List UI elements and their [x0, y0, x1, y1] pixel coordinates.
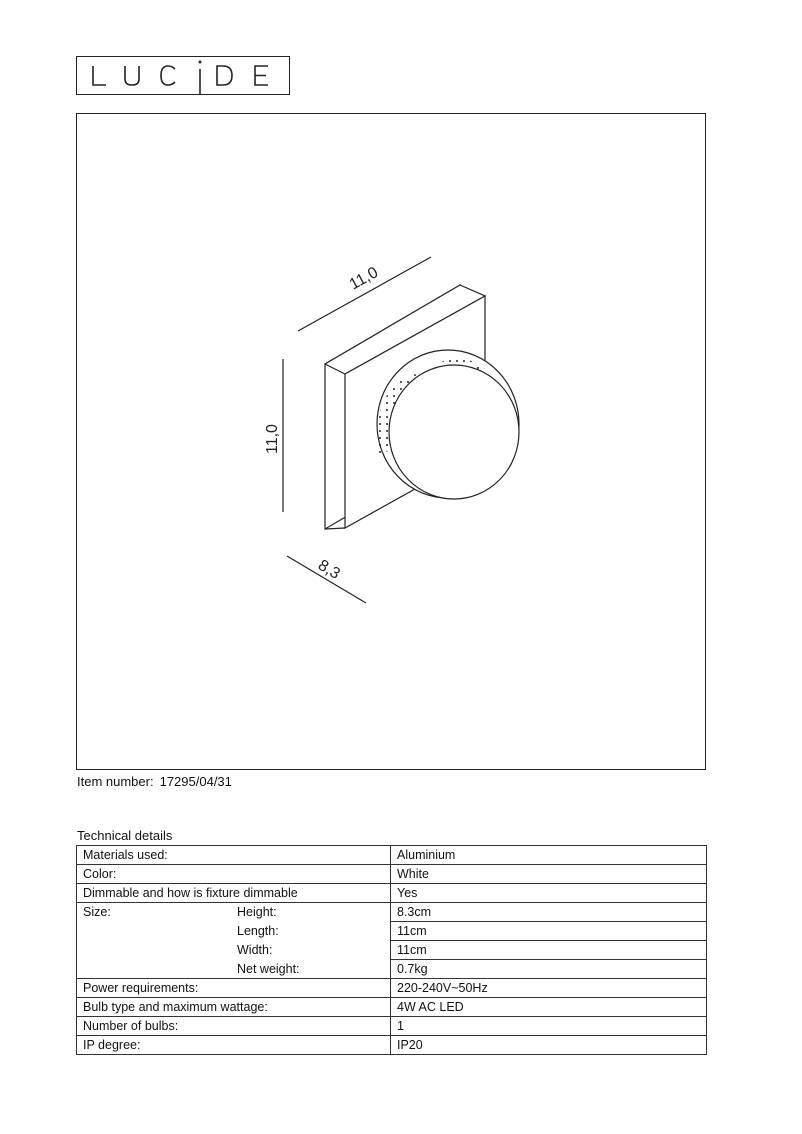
table-row: [77, 903, 707, 922]
row-value: Yes: [391, 884, 707, 903]
table-row: [77, 998, 707, 1017]
row-label: Number of bulbs:: [77, 1017, 391, 1036]
row-sublabel: Height:: [237, 905, 277, 919]
item-number: [77, 773, 232, 791]
row-label: Materials used:: [77, 846, 391, 865]
row-value: IP20: [391, 1036, 707, 1055]
row-sublabel: Width:: [237, 942, 273, 957]
row-value: 1: [391, 1017, 707, 1036]
technical-details-table: [76, 845, 707, 1055]
technical-drawing: [77, 114, 707, 771]
row-value: White: [391, 865, 707, 884]
dim-label-length: 11,0: [346, 264, 382, 294]
table-row: [77, 884, 707, 903]
item-number-label: Item number:: [77, 774, 154, 789]
table-row: [77, 960, 707, 979]
dim-label-height: 11,0: [264, 424, 281, 454]
table-row: [77, 941, 707, 960]
technical-details-heading: Technical details: [77, 828, 173, 843]
row-sublabel: Net weight:: [237, 961, 300, 976]
row-value: Aluminium: [391, 846, 707, 865]
table-row: [77, 846, 707, 865]
row-label: IP degree:: [77, 1036, 391, 1055]
row-value: 11cm: [391, 922, 707, 941]
row-label: Size:: [83, 905, 111, 920]
table-row: [77, 979, 707, 998]
dome-front: [389, 365, 519, 499]
row-label: Color:: [77, 865, 391, 884]
row-value: 8.3cm: [391, 903, 707, 922]
row-value: 220-240V~50Hz: [391, 979, 707, 998]
item-number-value: 17295/04/31: [159, 774, 232, 789]
row-sublabel: Length:: [237, 923, 279, 938]
table-row: [77, 1017, 707, 1036]
lucide-logo: [76, 56, 290, 95]
row-label: Dimmable and how is fixture dimmable: [77, 884, 391, 903]
row-label: Bulb type and maximum wattage:: [77, 998, 391, 1017]
row-label: Power requirements:: [77, 979, 391, 998]
drawing-frame: [76, 113, 706, 770]
table-row: [77, 922, 707, 941]
row-value: 0.7kg: [391, 960, 707, 979]
table-row: [77, 865, 707, 884]
table-row: [77, 1036, 707, 1055]
row-value: 4W AC LED: [391, 998, 707, 1017]
dim-label-depth: 8,3: [314, 556, 343, 583]
row-value: 11cm: [391, 941, 707, 960]
